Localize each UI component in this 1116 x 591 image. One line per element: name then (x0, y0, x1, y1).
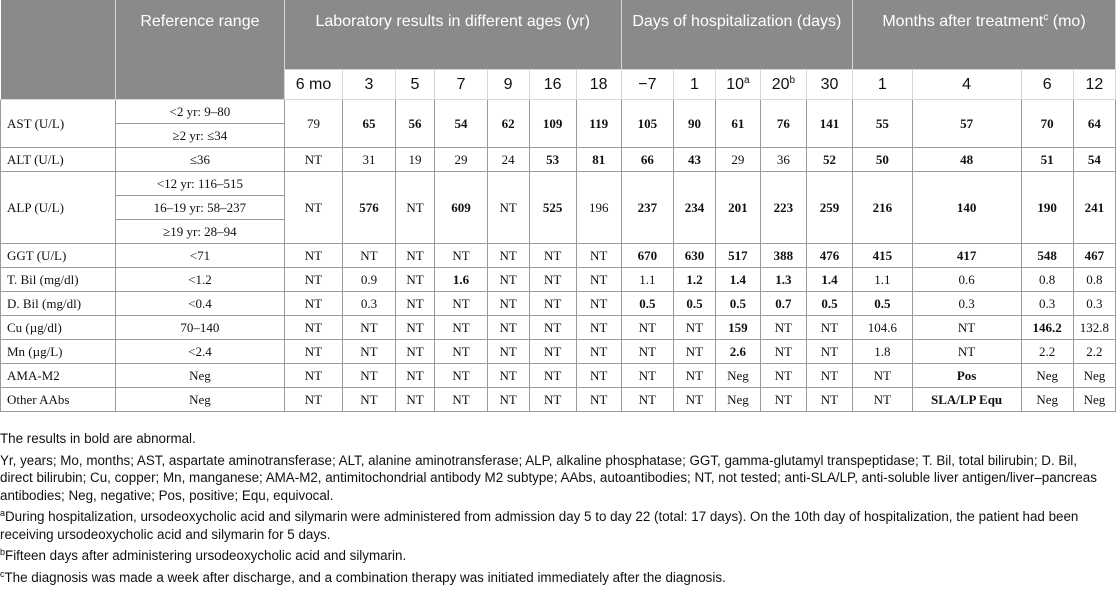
row-value: 0.3 (343, 292, 395, 316)
row-value: 1.8 (853, 340, 913, 364)
row-value: SLA/LP Equ (912, 388, 1021, 412)
row-value: 0.8 (1073, 268, 1115, 292)
row-value: 241 (1073, 172, 1115, 244)
row-value: NT (912, 340, 1021, 364)
row-value: 19 (395, 148, 435, 172)
row-value: 51 (1021, 148, 1073, 172)
row-value: NT (529, 388, 576, 412)
row-value: Neg (715, 364, 760, 388)
row-value: 50 (853, 148, 913, 172)
row-value: NT (621, 316, 673, 340)
row-value: NT (576, 388, 621, 412)
footnote-c: $^c$The diagnosis was made a week after discharge, and a combination therapy was initiated immediately after the diagnosis. (0, 568, 726, 585)
row-reference-range: ≤36 (116, 148, 285, 172)
row-value: 0.5 (621, 292, 673, 316)
row-value: NT (760, 388, 806, 412)
table-notes (0, 430, 1112, 590)
table-row (1, 172, 1116, 196)
row-value: Neg (1073, 388, 1115, 412)
row-value: NT (435, 244, 487, 268)
row-value: 104.6 (853, 316, 913, 340)
row-value: 66 (621, 148, 673, 172)
header-month: 1 (853, 70, 913, 100)
header-age: 9 (487, 70, 529, 100)
row-value: 670 (621, 244, 673, 268)
row-reference-range: ≥19 yr: 28–94 (116, 220, 285, 244)
row-value: NT (806, 340, 852, 364)
row-value: 234 (674, 172, 716, 244)
table-row (1, 316, 1116, 340)
row-value: 609 (435, 172, 487, 244)
row-value: 0.7 (760, 292, 806, 316)
header-lab-name-blank (1, 0, 116, 100)
row-value: NT (284, 268, 343, 292)
row-value: 223 (760, 172, 806, 244)
row-value: NT (806, 316, 852, 340)
row-value: NT (435, 292, 487, 316)
row-value: Neg (1021, 364, 1073, 388)
row-value: 1.3 (760, 268, 806, 292)
row-value: Pos (912, 364, 1021, 388)
row-value: NT (395, 388, 435, 412)
row-reference-range: Neg (116, 388, 285, 412)
row-value: NT (487, 292, 529, 316)
row-value: 1.2 (674, 268, 716, 292)
row-value: 81 (576, 148, 621, 172)
row-value: 548 (1021, 244, 1073, 268)
header-day: 10$^a$ (715, 70, 760, 100)
row-value: 0.3 (1073, 292, 1115, 316)
row-value: NT (343, 316, 395, 340)
header-reference-range: Reference range (116, 0, 285, 100)
row-value: 56 (395, 100, 435, 148)
row-value: 54 (1073, 148, 1115, 172)
table-row (1, 244, 1116, 268)
row-value: NT (760, 364, 806, 388)
row-value: Neg (1073, 364, 1115, 388)
row-value: NT (674, 340, 716, 364)
row-lab-name: T. Bil (mg/dl) (1, 268, 116, 292)
header-age: 16 (529, 70, 576, 100)
row-value: 65 (343, 100, 395, 148)
row-value: NT (529, 292, 576, 316)
row-value: 0.6 (912, 268, 1021, 292)
row-value: 36 (760, 148, 806, 172)
row-value: 55 (853, 100, 913, 148)
row-value: 57 (912, 100, 1021, 148)
row-value: 61 (715, 100, 760, 148)
row-value: NT (576, 316, 621, 340)
row-value: NT (529, 268, 576, 292)
row-value: 53 (529, 148, 576, 172)
row-value: NT (853, 364, 913, 388)
row-lab-name: D. Bil (mg/dl) (1, 292, 116, 316)
row-value: 201 (715, 172, 760, 244)
row-value: 70 (1021, 100, 1073, 148)
row-value: NT (284, 316, 343, 340)
row-value: 146.2 (1021, 316, 1073, 340)
row-value: 216 (853, 172, 913, 244)
row-value: 109 (529, 100, 576, 148)
row-value: 1.1 (853, 268, 913, 292)
table-row (1, 292, 1116, 316)
footnote-c-marker: c (1043, 12, 1049, 23)
footnote-b: $^b$Fifteen days after administering ursodeoxycholic acid and silymarin. (0, 547, 407, 563)
row-value: NT (529, 340, 576, 364)
row-value: 159 (715, 316, 760, 340)
table-row (1, 148, 1116, 172)
row-value: NT (576, 268, 621, 292)
row-value: 2.2 (1073, 340, 1115, 364)
row-value: 467 (1073, 244, 1115, 268)
row-value: 196 (576, 172, 621, 244)
lab-results-body (1, 100, 1116, 412)
row-value: 132.8 (1073, 316, 1115, 340)
row-value: NT (529, 316, 576, 340)
row-value: 119 (576, 100, 621, 148)
row-value: NT (621, 364, 673, 388)
row-lab-name: ALP (U/L) (1, 172, 116, 244)
row-lab-name: Mn (µg/L) (1, 340, 116, 364)
row-value: NT (487, 268, 529, 292)
header-age: 18 (576, 70, 621, 100)
row-lab-name: AST (U/L) (1, 100, 116, 148)
row-value: NT (343, 364, 395, 388)
row-value: 24 (487, 148, 529, 172)
row-value: NT (435, 340, 487, 364)
row-value: NT (395, 340, 435, 364)
header-day: 30 (806, 70, 852, 100)
row-value: 0.3 (912, 292, 1021, 316)
row-value: NT (487, 244, 529, 268)
header-age: 6 mo (284, 70, 343, 100)
row-value: NT (576, 364, 621, 388)
row-value: NT (487, 364, 529, 388)
row-lab-name: Cu (µg/dl) (1, 316, 116, 340)
row-value: 2.6 (715, 340, 760, 364)
row-value: 0.9 (343, 268, 395, 292)
row-reference-range: 70–140 (116, 316, 285, 340)
table-row (1, 100, 1116, 124)
row-value: 48 (912, 148, 1021, 172)
row-value: 43 (674, 148, 716, 172)
row-reference-range: ≥2 yr: ≤34 (116, 124, 285, 148)
row-value: 415 (853, 244, 913, 268)
row-value: NT (435, 316, 487, 340)
row-value: 417 (912, 244, 1021, 268)
row-value: NT (760, 340, 806, 364)
row-value: 630 (674, 244, 716, 268)
row-value: NT (760, 316, 806, 340)
table-row (1, 340, 1116, 364)
row-value: NT (576, 292, 621, 316)
header-ages-group: Laboratory results in different ages (yr) (284, 0, 621, 70)
row-value: 237 (621, 172, 673, 244)
row-value: NT (487, 388, 529, 412)
header-day: −7 (621, 70, 673, 100)
row-reference-range: <0.4 (116, 292, 285, 316)
row-value: NT (674, 316, 716, 340)
row-value: NT (621, 340, 673, 364)
row-value: Neg (1021, 388, 1073, 412)
row-value: NT (395, 364, 435, 388)
row-value: NT (284, 172, 343, 244)
row-value: NT (912, 316, 1021, 340)
row-value: Neg (715, 388, 760, 412)
row-value: 52 (806, 148, 852, 172)
row-value: 62 (487, 100, 529, 148)
row-reference-range: <12 yr: 116–515 (116, 172, 285, 196)
row-value: 0.5 (674, 292, 716, 316)
header-age: 3 (343, 70, 395, 100)
header-month: 4 (912, 70, 1021, 100)
row-reference-range: Neg (116, 364, 285, 388)
header-months-group: Months after treatment$^c$ (mo) (853, 0, 1116, 70)
bold-note: The results in bold are abnormal. (0, 431, 196, 446)
row-value: NT (621, 388, 673, 412)
header-day: 20$^b$ (760, 70, 806, 100)
row-value: NT (674, 388, 716, 412)
row-reference-range: <1.2 (116, 268, 285, 292)
table-row (1, 268, 1116, 292)
row-value: NT (284, 148, 343, 172)
header-day: 1 (674, 70, 716, 100)
row-value: 79 (284, 100, 343, 148)
row-value: 517 (715, 244, 760, 268)
abbreviations-note: Yr, years; Mo, months; AST, aspartate aminotransferase; ALT, alanine aminotransferase; ALP, alkaline phosphatase; GGT, gamma-glutamyl transpeptidase; T. Bil, total bilirubin; D. Bil, direct bilirubin; Cu, copper; Mn, manganese; AMA-M2, antimitochondrial antibody M2 subtype; AAbs, autoantibodies; NT, not tested; anti-SLA/LP, anti-soluble liver antigen/liver–pancreas antibodies; Neg, negative; Pos, positive; Equ, equivocal. (0, 452, 1097, 503)
row-value: NT (853, 388, 913, 412)
row-value: NT (529, 364, 576, 388)
row-lab-name: GGT (U/L) (1, 244, 116, 268)
row-value: NT (395, 244, 435, 268)
row-value: 54 (435, 100, 487, 148)
row-value: NT (674, 364, 716, 388)
row-value: NT (435, 364, 487, 388)
row-value: 0.8 (1021, 268, 1073, 292)
row-value: NT (343, 244, 395, 268)
header-month: 6 (1021, 70, 1073, 100)
header-age: 5 (395, 70, 435, 100)
row-value: 29 (435, 148, 487, 172)
row-value: NT (395, 316, 435, 340)
row-value: NT (806, 388, 852, 412)
row-value: NT (343, 388, 395, 412)
row-value: NT (529, 244, 576, 268)
row-value: NT (806, 364, 852, 388)
row-value: 0.5 (853, 292, 913, 316)
row-value: NT (435, 388, 487, 412)
row-value: NT (487, 316, 529, 340)
table-row (1, 364, 1116, 388)
row-value: 1.6 (435, 268, 487, 292)
row-value: NT (576, 244, 621, 268)
row-value: NT (395, 172, 435, 244)
row-lab-name: AMA-M2 (1, 364, 116, 388)
row-value: NT (487, 172, 529, 244)
row-value: 0.5 (715, 292, 760, 316)
row-value: 90 (674, 100, 716, 148)
row-reference-range: <2 yr: 9–80 (116, 100, 285, 124)
header-month: 12 (1073, 70, 1115, 100)
row-lab-name: ALT (U/L) (1, 148, 116, 172)
row-reference-range: 16–19 yr: 58–237 (116, 196, 285, 220)
row-value: 1.1 (621, 268, 673, 292)
row-value: 31 (343, 148, 395, 172)
row-value: 141 (806, 100, 852, 148)
row-value: 190 (1021, 172, 1073, 244)
row-value: NT (487, 340, 529, 364)
row-value: NT (395, 292, 435, 316)
row-value: NT (395, 268, 435, 292)
row-value: NT (284, 364, 343, 388)
row-value: 1.4 (715, 268, 760, 292)
row-value: 64 (1073, 100, 1115, 148)
row-value: 1.4 (806, 268, 852, 292)
footnote-a: $^a$During hospitalization, ursodeoxycholic acid and silymarin were administered from admission day 5 to day 22 (total: 17 days). On the 10th day of hospitalization, the patient had been receiving ursodeoxycholic acid and silymarin for 5 days. (0, 508, 1079, 542)
row-value: 29 (715, 148, 760, 172)
row-value: NT (576, 340, 621, 364)
row-reference-range: <71 (116, 244, 285, 268)
header-days-group: Days of hospitalization (days) (621, 0, 852, 70)
row-value: 388 (760, 244, 806, 268)
header-row-groups (1, 0, 1116, 70)
row-value: 0.3 (1021, 292, 1073, 316)
row-value: 259 (806, 172, 852, 244)
row-value: 525 (529, 172, 576, 244)
row-value: 476 (806, 244, 852, 268)
row-value: 76 (760, 100, 806, 148)
row-value: 2.2 (1021, 340, 1073, 364)
row-value: NT (284, 340, 343, 364)
row-value: NT (284, 292, 343, 316)
row-value: 140 (912, 172, 1021, 244)
header-age: 7 (435, 70, 487, 100)
row-value: NT (284, 388, 343, 412)
row-value: NT (343, 340, 395, 364)
table-row (1, 388, 1116, 412)
row-value: 0.5 (806, 292, 852, 316)
row-value: 576 (343, 172, 395, 244)
row-lab-name: Other AAbs (1, 388, 116, 412)
row-value: NT (284, 244, 343, 268)
row-reference-range: <2.4 (116, 340, 285, 364)
row-value: 105 (621, 100, 673, 148)
